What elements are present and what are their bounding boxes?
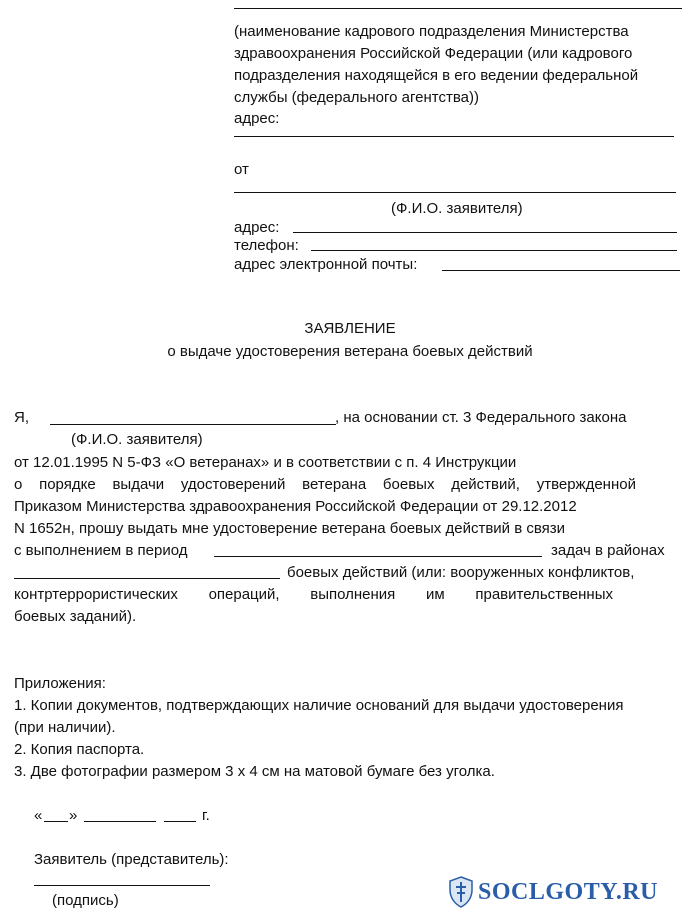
period-suffix: задач в районах: [551, 542, 665, 559]
body-line-5: Приказом Министерства здравоохранения Российской Федерации от 29.12.2012: [14, 498, 577, 515]
word: удостоверений: [180, 476, 286, 493]
date-year-suffix: г.: [202, 807, 210, 824]
dept-name-line-2: здравоохранения Российской Федерации (или кадрового: [234, 45, 633, 62]
word: о: [14, 476, 23, 493]
email-line: [442, 270, 680, 271]
word: контртеррористических: [14, 586, 178, 603]
signature-line: [34, 885, 210, 886]
word: боевых: [382, 476, 435, 493]
attachment-item-3: 3. Две фотографии размером 3 х 4 см на матовой бумаге без уголка.: [14, 763, 495, 780]
ya-label: Я,: [14, 409, 29, 426]
dept-name-line-1: (наименование кадрового подразделения Министерства: [234, 23, 629, 40]
attachment-item-2: 2. Копия паспорта.: [14, 741, 145, 758]
basis-text: , на основании ст. 3 Федерального закона: [335, 409, 627, 426]
email-label: адрес электронной почты:: [234, 256, 418, 273]
watermark-text: SOCLGOTY.RU: [478, 879, 658, 905]
word: утвержденной: [536, 476, 636, 493]
applicant-address-label: адрес:: [234, 219, 280, 236]
body-line-4: [14, 477, 636, 492]
from-line: [234, 192, 676, 193]
applicant-signature-label: Заявитель (представитель):: [34, 851, 229, 868]
applicant-address-line: [293, 232, 677, 233]
date-quote-close: »: [69, 807, 78, 824]
word: ветерана: [302, 476, 367, 493]
doc-subtitle: о выдаче удостоверения ветерана боевых действий: [167, 343, 533, 360]
region-line: [14, 578, 280, 579]
combat-suffix: боевых действий (или: вооруженных конфликтов,: [287, 564, 635, 581]
attachments-heading: Приложения:: [14, 675, 106, 692]
word: действий,: [451, 476, 520, 493]
attachment-item-1: 1. Копии документов, подтверждающих наличие оснований для выдачи удостоверения: [14, 697, 624, 714]
body-line-9: [14, 587, 613, 602]
header-top-line: [234, 8, 682, 9]
shield-icon: [448, 876, 474, 908]
body-line-3: от 12.01.1995 N 5-ФЗ «О ветеранах» и в соответствии с п. 4 Инструкции: [14, 454, 517, 471]
date-year-line: [164, 821, 196, 822]
address-line: [234, 136, 674, 137]
word: выдачи: [112, 476, 165, 493]
address-label: адрес:: [234, 110, 280, 127]
date-day-line: [44, 821, 68, 822]
date-month-line: [84, 821, 156, 822]
body-line-6: N 1652н, прошу выдать мне удостоверение ветерана боевых действий в связи: [14, 520, 566, 537]
attachment-item-1-cont: (при наличии).: [14, 719, 116, 736]
body-fio-caption: (Ф.И.О. заявителя): [71, 431, 203, 448]
word: правительственных: [475, 586, 613, 603]
doc-title: ЗАЯВЛЕНИЕ: [304, 320, 396, 337]
word: операций,: [208, 586, 280, 603]
watermark-logo: [448, 872, 658, 912]
fio-caption: (Ф.И.О. заявителя): [391, 200, 523, 217]
phone-label: телефон:: [234, 237, 299, 254]
signature-caption: (подпись): [52, 892, 119, 909]
from-label: от: [234, 161, 249, 178]
date-quote-open: «: [34, 807, 43, 824]
applicant-name-line: [50, 424, 336, 425]
period-line: [214, 556, 542, 557]
word: выполнения: [310, 586, 396, 603]
dept-name-line-3: подразделения находящейся в его ведении федеральной: [234, 67, 639, 84]
phone-line: [311, 250, 677, 251]
body-line-10: боевых заданий).: [14, 608, 137, 625]
word: порядке: [39, 476, 96, 493]
dept-name-line-4: службы (федерального агентства)): [234, 89, 479, 106]
period-prefix: с выполнением в период: [14, 542, 188, 559]
word: им: [425, 586, 445, 603]
